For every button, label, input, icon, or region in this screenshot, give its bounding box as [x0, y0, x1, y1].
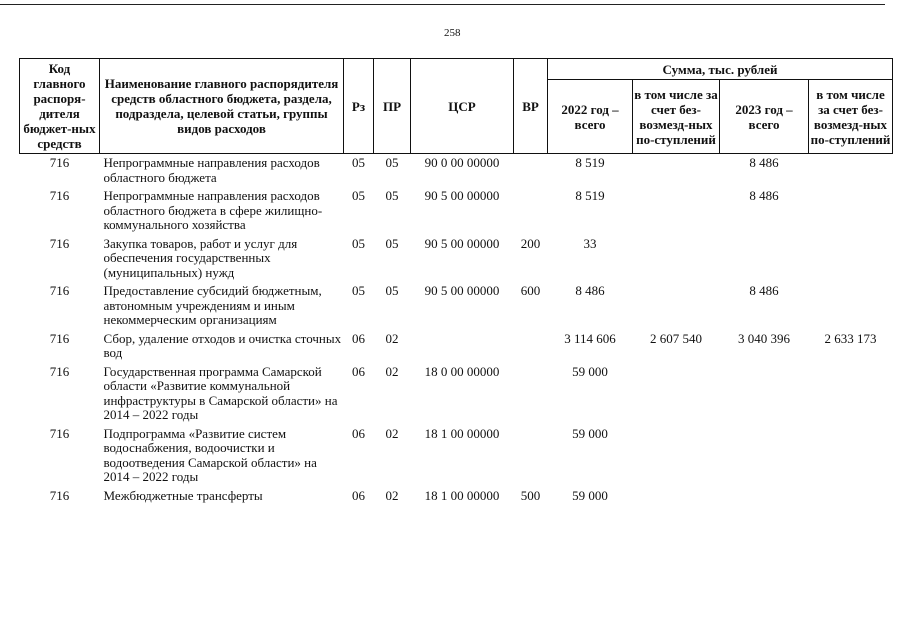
cell-y2022: 33 — [583, 235, 597, 251]
cell-y2023 — [720, 487, 809, 506]
table-row — [20, 425, 893, 487]
cell-y2022-gratis — [633, 363, 720, 425]
cell-name: Сбор, удаление отходов и очистка сточных вод — [103, 330, 342, 360]
cell-y2022: 8 519 — [575, 155, 605, 170]
cell-name: Предоставление субсидий бюджетным, автономным учреждениям и иным некоммерческим организациям — [103, 283, 322, 327]
cell-y2023-gratis — [809, 187, 893, 235]
cell-vr — [514, 425, 548, 487]
cell-y2022: 59 000 — [572, 425, 608, 441]
cell-name: Непрограммные направления расходов областного бюджета в сфере жилищно-коммунального хозяйства — [103, 188, 323, 232]
table-row — [20, 235, 893, 283]
cell-pr: 02 — [385, 330, 399, 346]
page-number: 258 — [444, 27, 461, 39]
cell-y2022: 59 000 — [572, 487, 608, 503]
cell-name: Подпрограмма «Развитие систем водоснабжения, водоочистки и водоотведения Самарской области» на 2014 – 2022 годы — [103, 425, 317, 484]
cell-name: Государственная программа Самарской области «Развитие коммунальной инфраструктуры в Самарской области» на 2014 – 2022 годы — [103, 363, 338, 422]
table-row — [20, 487, 893, 506]
cell-rz: 06 — [352, 487, 365, 503]
header-rz: Рз — [344, 59, 374, 154]
header-code: Код главного распоря-дителя бюджет-ных средств — [20, 59, 100, 154]
cell-y2022-gratis — [633, 235, 720, 283]
cell-y2023: 8 486 — [749, 283, 779, 298]
cell-code: 716 — [49, 425, 70, 441]
cell-y2023-gratis — [809, 363, 893, 425]
cell-rz: 05 — [352, 283, 365, 298]
budget-table — [19, 58, 893, 505]
cell-y2023: 8 486 — [749, 188, 779, 203]
cell-vr — [514, 363, 548, 425]
cell-pr: 05 — [385, 283, 399, 298]
top-rule — [0, 4, 885, 5]
cell-vr: 600 — [520, 283, 541, 298]
cell-rz: 05 — [352, 188, 365, 203]
cell-csr: 90 5 00 00000 — [424, 283, 500, 298]
cell-y2022-gratis — [633, 282, 720, 330]
cell-code: 716 — [49, 283, 70, 298]
cell-name: Непрограммные направления расходов областного бюджета — [103, 155, 320, 185]
cell-y2023: 3 040 396 — [738, 330, 790, 346]
cell-y2022: 8 486 — [575, 283, 605, 298]
cell-rz: 06 — [352, 363, 365, 379]
cell-vr — [514, 154, 548, 188]
cell-csr: 18 1 00 00000 — [424, 487, 500, 503]
header-name: Наименование главного распорядителя средств областного бюджета, раздела, подраздела, целевой статьи, группы видов расходов — [100, 59, 344, 154]
cell-code: 716 — [49, 330, 70, 346]
cell-y2022: 8 519 — [575, 188, 605, 203]
cell-name: Закупка товаров, работ и услуг для обеспечения государственных (муниципальных) нужд — [103, 235, 298, 280]
header-2022-total: 2022 год – всего — [548, 80, 633, 154]
header-vr: ВР — [514, 59, 548, 154]
table-row — [20, 154, 893, 188]
table-row — [20, 330, 893, 363]
table-row — [20, 363, 893, 425]
cell-vr — [514, 330, 548, 363]
cell-y2022: 59 000 — [572, 363, 608, 379]
header-csr: ЦСР — [411, 59, 514, 154]
cell-y2023 — [720, 235, 809, 283]
cell-vr: 200 — [520, 235, 541, 251]
cell-y2023 — [720, 363, 809, 425]
table-row — [20, 187, 893, 235]
cell-pr: 02 — [385, 363, 399, 379]
cell-y2023-gratis — [809, 425, 893, 487]
cell-code: 716 — [49, 188, 70, 203]
cell-csr: 90 0 00 00000 — [424, 155, 500, 170]
cell-y2023-gratis — [809, 154, 893, 188]
cell-y2022-gratis — [633, 154, 720, 188]
header-2022-gratis: в том числе за счет без-возмезд-ных по-ступлений — [633, 80, 720, 154]
cell-code: 716 — [49, 155, 70, 170]
cell-name: Межбюджетные трансферты — [103, 487, 263, 503]
cell-pr: 02 — [385, 425, 399, 441]
header-2023-gratis: в том числе за счет без-возмезд-ных по-ступлений — [809, 80, 893, 154]
table-header — [20, 59, 893, 154]
cell-y2022-gratis: 2 607 540 — [650, 330, 702, 346]
cell-rz: 06 — [352, 425, 365, 441]
cell-pr: 05 — [385, 235, 399, 251]
cell-csr: 18 0 00 00000 — [424, 363, 500, 379]
cell-y2022-gratis — [633, 187, 720, 235]
header-2023-total: 2023 год – всего — [720, 80, 809, 154]
cell-rz: 05 — [352, 155, 365, 170]
cell-y2023-gratis — [809, 487, 893, 506]
cell-pr: 05 — [385, 188, 399, 203]
cell-code: 716 — [49, 235, 70, 251]
cell-rz: 06 — [352, 330, 365, 346]
cell-y2023-gratis — [809, 235, 893, 283]
cell-pr: 02 — [385, 487, 399, 503]
cell-y2023-gratis — [809, 282, 893, 330]
cell-csr — [411, 330, 514, 363]
cell-pr: 05 — [385, 155, 399, 170]
cell-vr: 500 — [520, 487, 541, 503]
header-pr: ПР — [374, 59, 411, 154]
table-row — [20, 282, 893, 330]
cell-code: 716 — [49, 487, 70, 503]
cell-y2022-gratis — [633, 425, 720, 487]
cell-y2023: 8 486 — [749, 155, 779, 170]
cell-rz: 05 — [352, 235, 365, 251]
cell-y2022: 3 114 606 — [564, 330, 616, 346]
cell-vr — [514, 187, 548, 235]
cell-csr: 90 5 00 00000 — [424, 235, 500, 251]
cell-y2023-gratis: 2 633 173 — [824, 330, 877, 346]
cell-csr: 18 1 00 00000 — [424, 425, 500, 441]
table-body — [20, 154, 893, 506]
cell-csr: 90 5 00 00000 — [424, 188, 500, 203]
cell-y2023 — [720, 425, 809, 487]
cell-y2022-gratis — [633, 487, 720, 506]
header-sum: Сумма, тыс. рублей — [548, 59, 893, 80]
cell-code: 716 — [49, 363, 70, 379]
